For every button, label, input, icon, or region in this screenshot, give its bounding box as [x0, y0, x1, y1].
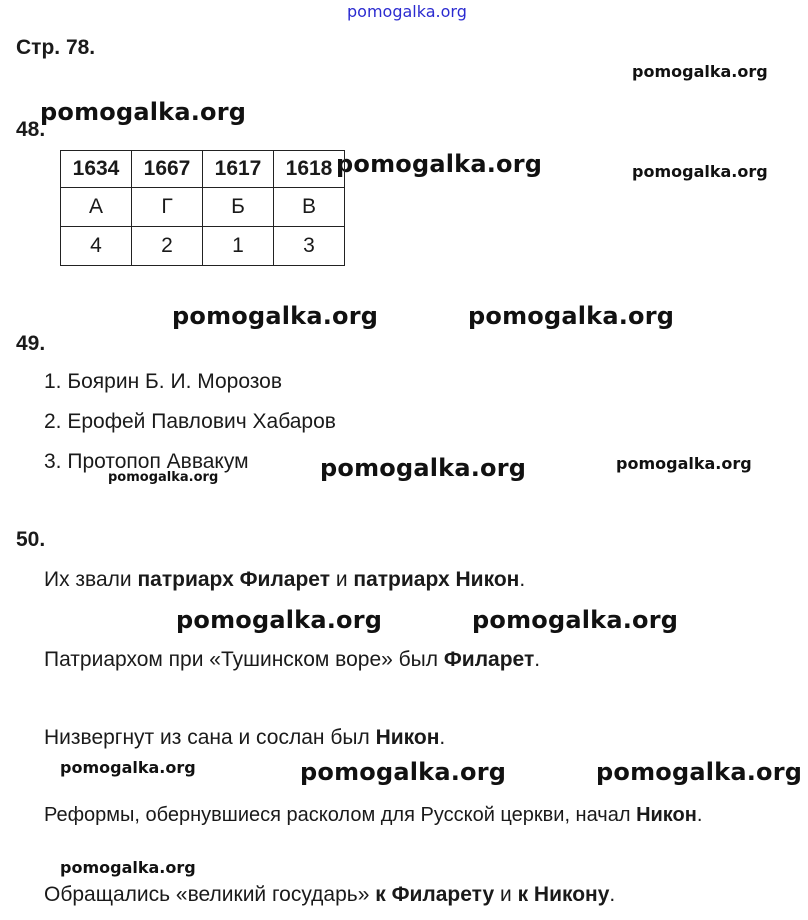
task-50-number: 50. [16, 528, 46, 551]
answer-text: и [494, 883, 518, 906]
answer-line-1 [44, 568, 525, 592]
answer-bold: Никон [636, 804, 697, 826]
table-cell: 1617 [203, 151, 274, 188]
table-cell: 4 [61, 227, 132, 266]
answer-bold: к Никону [517, 883, 610, 906]
watermark-top: pomogalka.org [347, 2, 467, 21]
watermark: pomogalka.org [60, 758, 196, 777]
answer-text: . [519, 568, 526, 591]
list-item: 3. Протопоп Аввакум [44, 450, 249, 473]
answer-text: . [534, 648, 541, 671]
answer-text: . [609, 883, 616, 906]
watermark: pomogalka.org [632, 62, 768, 81]
watermark: pomogalka.org [300, 758, 507, 786]
table-cell: 2 [132, 227, 203, 266]
table-row [61, 188, 345, 227]
answer-bold: патриарх Никон [353, 568, 520, 591]
table-cell: В [274, 188, 345, 227]
answer-line-2 [44, 648, 540, 672]
table-cell: 1 [203, 227, 274, 266]
table-cell: 1634 [61, 151, 132, 188]
watermark: pomogalka.org [336, 150, 543, 178]
list-item: 2. Ерофей Павлович Хабаров [44, 410, 336, 433]
watermark: pomogalka.org [40, 98, 247, 126]
watermark: pomogalka.org [472, 606, 679, 634]
answer-bold: Никон [375, 726, 440, 749]
watermark: pomogalka.org [632, 162, 768, 181]
page-heading: Стр. 78. [16, 36, 96, 59]
watermark: pomogalka.org [172, 302, 379, 330]
watermark: pomogalka.org [60, 858, 196, 877]
table-cell: 1667 [132, 151, 203, 188]
answer-line-3 [44, 726, 445, 750]
task-48-table [60, 150, 345, 266]
answer-text: . [439, 726, 446, 749]
answer-text: и [329, 568, 354, 591]
answer-line-4 [44, 804, 702, 827]
answer-bold: Филарет [443, 648, 535, 671]
watermark: pomogalka.org [596, 758, 803, 786]
table-cell: Г [132, 188, 203, 227]
watermark: pomogalka.org [320, 454, 527, 482]
table-cell: А [61, 188, 132, 227]
answer-bold: к Филарету [375, 883, 495, 906]
answer-text: Реформы, обернувшиеся расколом для Русской церкви, начал [44, 804, 637, 826]
task-48-number: 48. [16, 118, 46, 141]
watermark: pomogalka.org [176, 606, 383, 634]
answer-text: . [696, 804, 703, 826]
watermark: pomogalka.org [468, 302, 675, 330]
table-row [61, 151, 345, 188]
answer-text: Низвергнут из сана и сослан был [44, 726, 376, 749]
table-cell: 3 [274, 227, 345, 266]
answer-text: Обращались «великий государь» [44, 883, 376, 906]
answer-text: Патриархом при «Тушинском воре» был [44, 648, 444, 671]
table-cell: Б [203, 188, 274, 227]
answer-bold: патриарх Филарет [137, 568, 330, 591]
watermark: pomogalka.org [108, 470, 219, 485]
task-49-number: 49. [16, 332, 46, 355]
answer-text: Их звали [44, 568, 138, 591]
watermark: pomogalka.org [616, 454, 752, 473]
table-cell: 1618 [274, 151, 345, 188]
table-row [61, 227, 345, 266]
list-item: 1. Боярин Б. И. Морозов [44, 370, 282, 393]
answer-line-5 [44, 883, 615, 907]
